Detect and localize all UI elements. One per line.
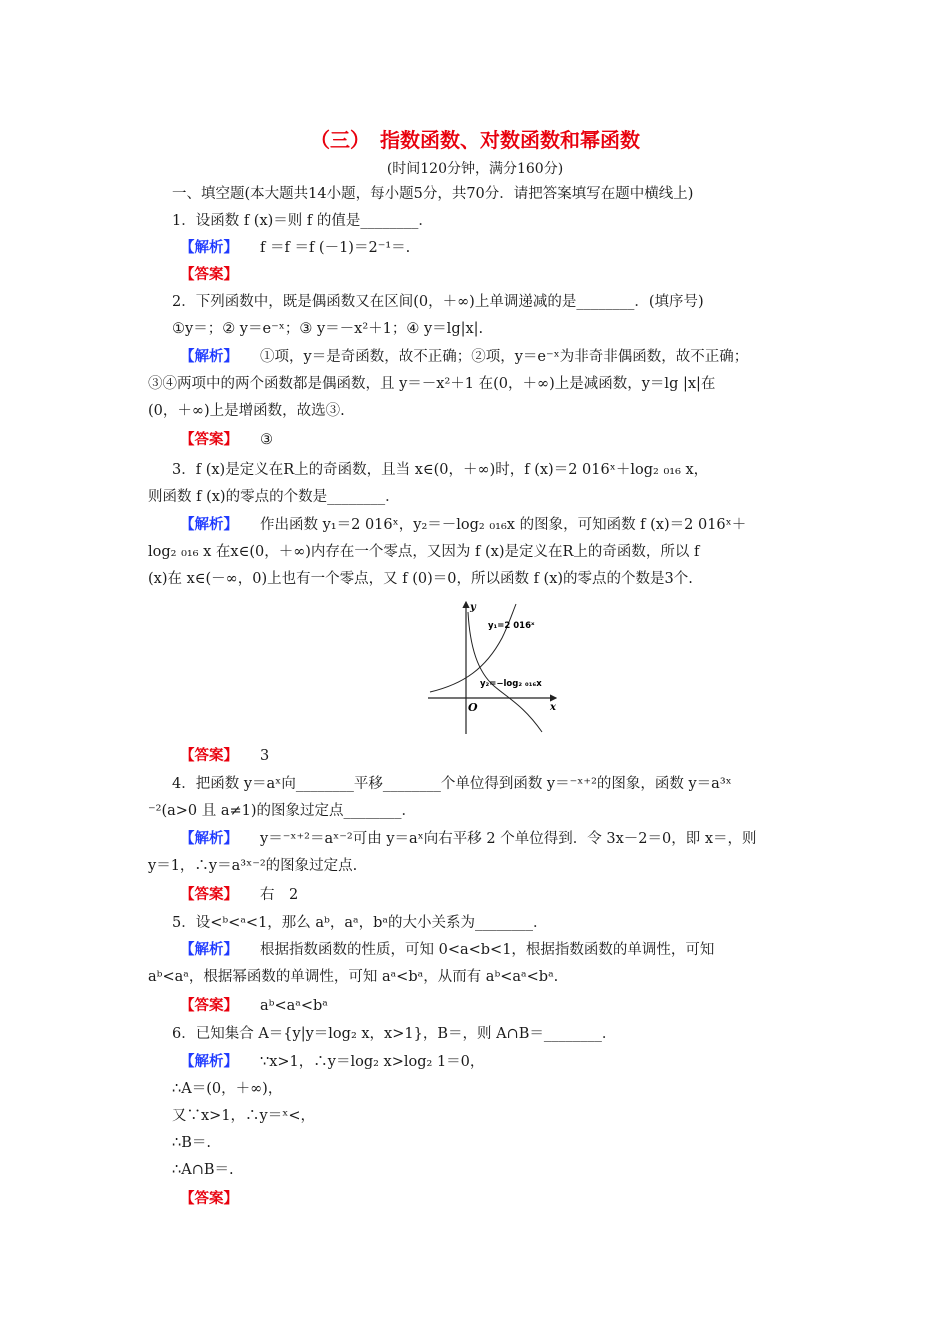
q1-answer [180,265,810,285]
q5-analysis-cont: aᵇ<aᵃ，根据幂函数的单调性，可知 aᵃ<bᵃ，从而有 aᵇ<aᵃ<bᵃ. [148,969,559,985]
answer-label: 【答案】 [180,267,238,283]
q2-analysis-cont: ③④两项中的两个函数都是偶函数，且 y＝－x²＋1 在(0，＋∞)上是减函数，y＝lg |x|在 [148,376,716,392]
analysis-label: 【解析】 [180,1054,238,1070]
q2-answer: 【答案】 ③ [180,432,273,448]
q1-analysis-text: f ＝f ＝f (－1)＝2⁻¹＝. [260,240,411,256]
q3-analysis-cont: log₂ ₀₁₆ x 在x∈(0，＋∞)内存在一个零点，又因为 f (x)是定义在R上的奇函数，所以 f [148,544,700,560]
q4-question: 4．把函数 y＝aˣ向________平移________个单位得到函数 y＝⁻ˣ⁺²的图象，函数 y＝a³ˣ [172,776,732,792]
answer-label: 【答案】 [180,887,238,903]
answer-label: 【答案】 [180,998,238,1014]
answer-label: 【答案】 [180,748,238,764]
q3-question: 3．f (x)是定义在R上的奇函数，且当 x∈(0，＋∞)时，f (x)＝2 016ˣ＋log₂ ₀₁₆ x， [172,462,709,478]
q3-analysis: 【解析】 作出函数 y₁＝2 016ˣ，y₂＝－log₂ ₀₁₆x 的图象，可知函数 f (x)＝2 016ˣ＋ [180,517,747,533]
analysis-label: 【解析】 [180,240,238,256]
page-title: （三） 指数函数、对数函数和幂函数 [310,128,640,152]
analysis-label: 【解析】 [180,942,238,958]
q5-answer: 【答案】 aᵇ<aᵃ<bᵃ [180,998,328,1014]
q3-answer: 【答案】 3 [180,748,270,764]
exam-time-info: (时间120分钟，满分160分) [386,161,564,177]
q2-question: 2．下列函数中，既是偶函数又在区间(0，＋∞)上单调递减的是________．(填序号) [172,294,704,310]
q5-analysis: 【解析】 根据指数函数的性质，可知 0<a<b<1，根据指数函数的单调性，可知 [180,942,715,958]
origin-label: O [468,701,478,714]
q2-analysis: 【解析】 ①项，y＝是奇函数，故不正确；②项，y＝e⁻ˣ为非奇非偶函数，故不正确； [180,349,749,365]
answer-label: 【答案】 [180,432,238,448]
analysis-label: 【解析】 [180,517,238,533]
q1-analysis [180,238,810,258]
y-axis-label: y [470,602,476,613]
q6-analysis: 【解析】 ∵x>1，∴y＝log₂ x>log₂ 1＝0， [180,1054,485,1070]
q3-question-cont: 则函数 f (x)的零点的个数是________． [148,489,400,505]
section-heading: 一、填空题(本大题共14小题，每小题5分，共70分．请把答案填写在题中横线上) [172,186,694,202]
q2-options: ①y＝；② y＝e⁻ˣ；③ y＝－x²＋1；④ y＝lg|x|. [172,321,484,337]
q4-answer: 【答案】 右 2 [180,887,299,903]
answer-label: 【答案】 [180,1191,238,1207]
q6-analysis-cont: 又∵x>1，∴y＝ˣ<， [172,1108,316,1124]
q5-question: 5．设<ᵇ<ᵃ<1，那么 aᵇ，aᵃ，bᵃ的大小关系为________． [172,915,548,931]
curve2-label: y₂=−log₂ ₀₁₆x [480,679,542,689]
q3-function-graph [424,598,574,738]
q2-analysis-cont: (0，＋∞)上是增函数，故选③. [148,403,345,419]
q4-analysis: 【解析】 y＝⁻ˣ⁺²＝aˣ⁻²可由 y＝aˣ向右平移 2 个单位得到．令 3x－2＝0，即 x＝，则 [180,831,757,847]
analysis-label: 【解析】 [180,349,238,365]
q6-answer [180,1189,810,1209]
curve1-label: y₁=2 016ˣ [488,621,535,631]
q1-question: 1．设函数 f (x)＝则 f 的值是________． [172,213,433,229]
analysis-label: 【解析】 [180,831,238,847]
x-axis-label: x [550,702,556,713]
q4-analysis-cont: y＝1，∴y＝a³ˣ⁻²的图象过定点. [148,858,358,874]
q6-analysis-cont: ∴A∩B＝. [172,1162,234,1178]
q4-question-cont: ⁻²(a>0 且 a≠1)的图象过定点________． [148,803,417,819]
q3-analysis-cont: (x)在 x∈(－∞，0)上也有一个零点，又 f (0)＝0，所以函数 f (x)的零点的个数是3个. [148,571,693,587]
q6-question: 6．已知集合 A＝{y|y＝log₂ x，x>1}，B＝，则 A∩B＝________． [172,1026,617,1042]
q6-analysis-cont: ∴A＝(0，＋∞)， [172,1081,283,1097]
q6-analysis-cont: ∴B＝. [172,1135,211,1151]
